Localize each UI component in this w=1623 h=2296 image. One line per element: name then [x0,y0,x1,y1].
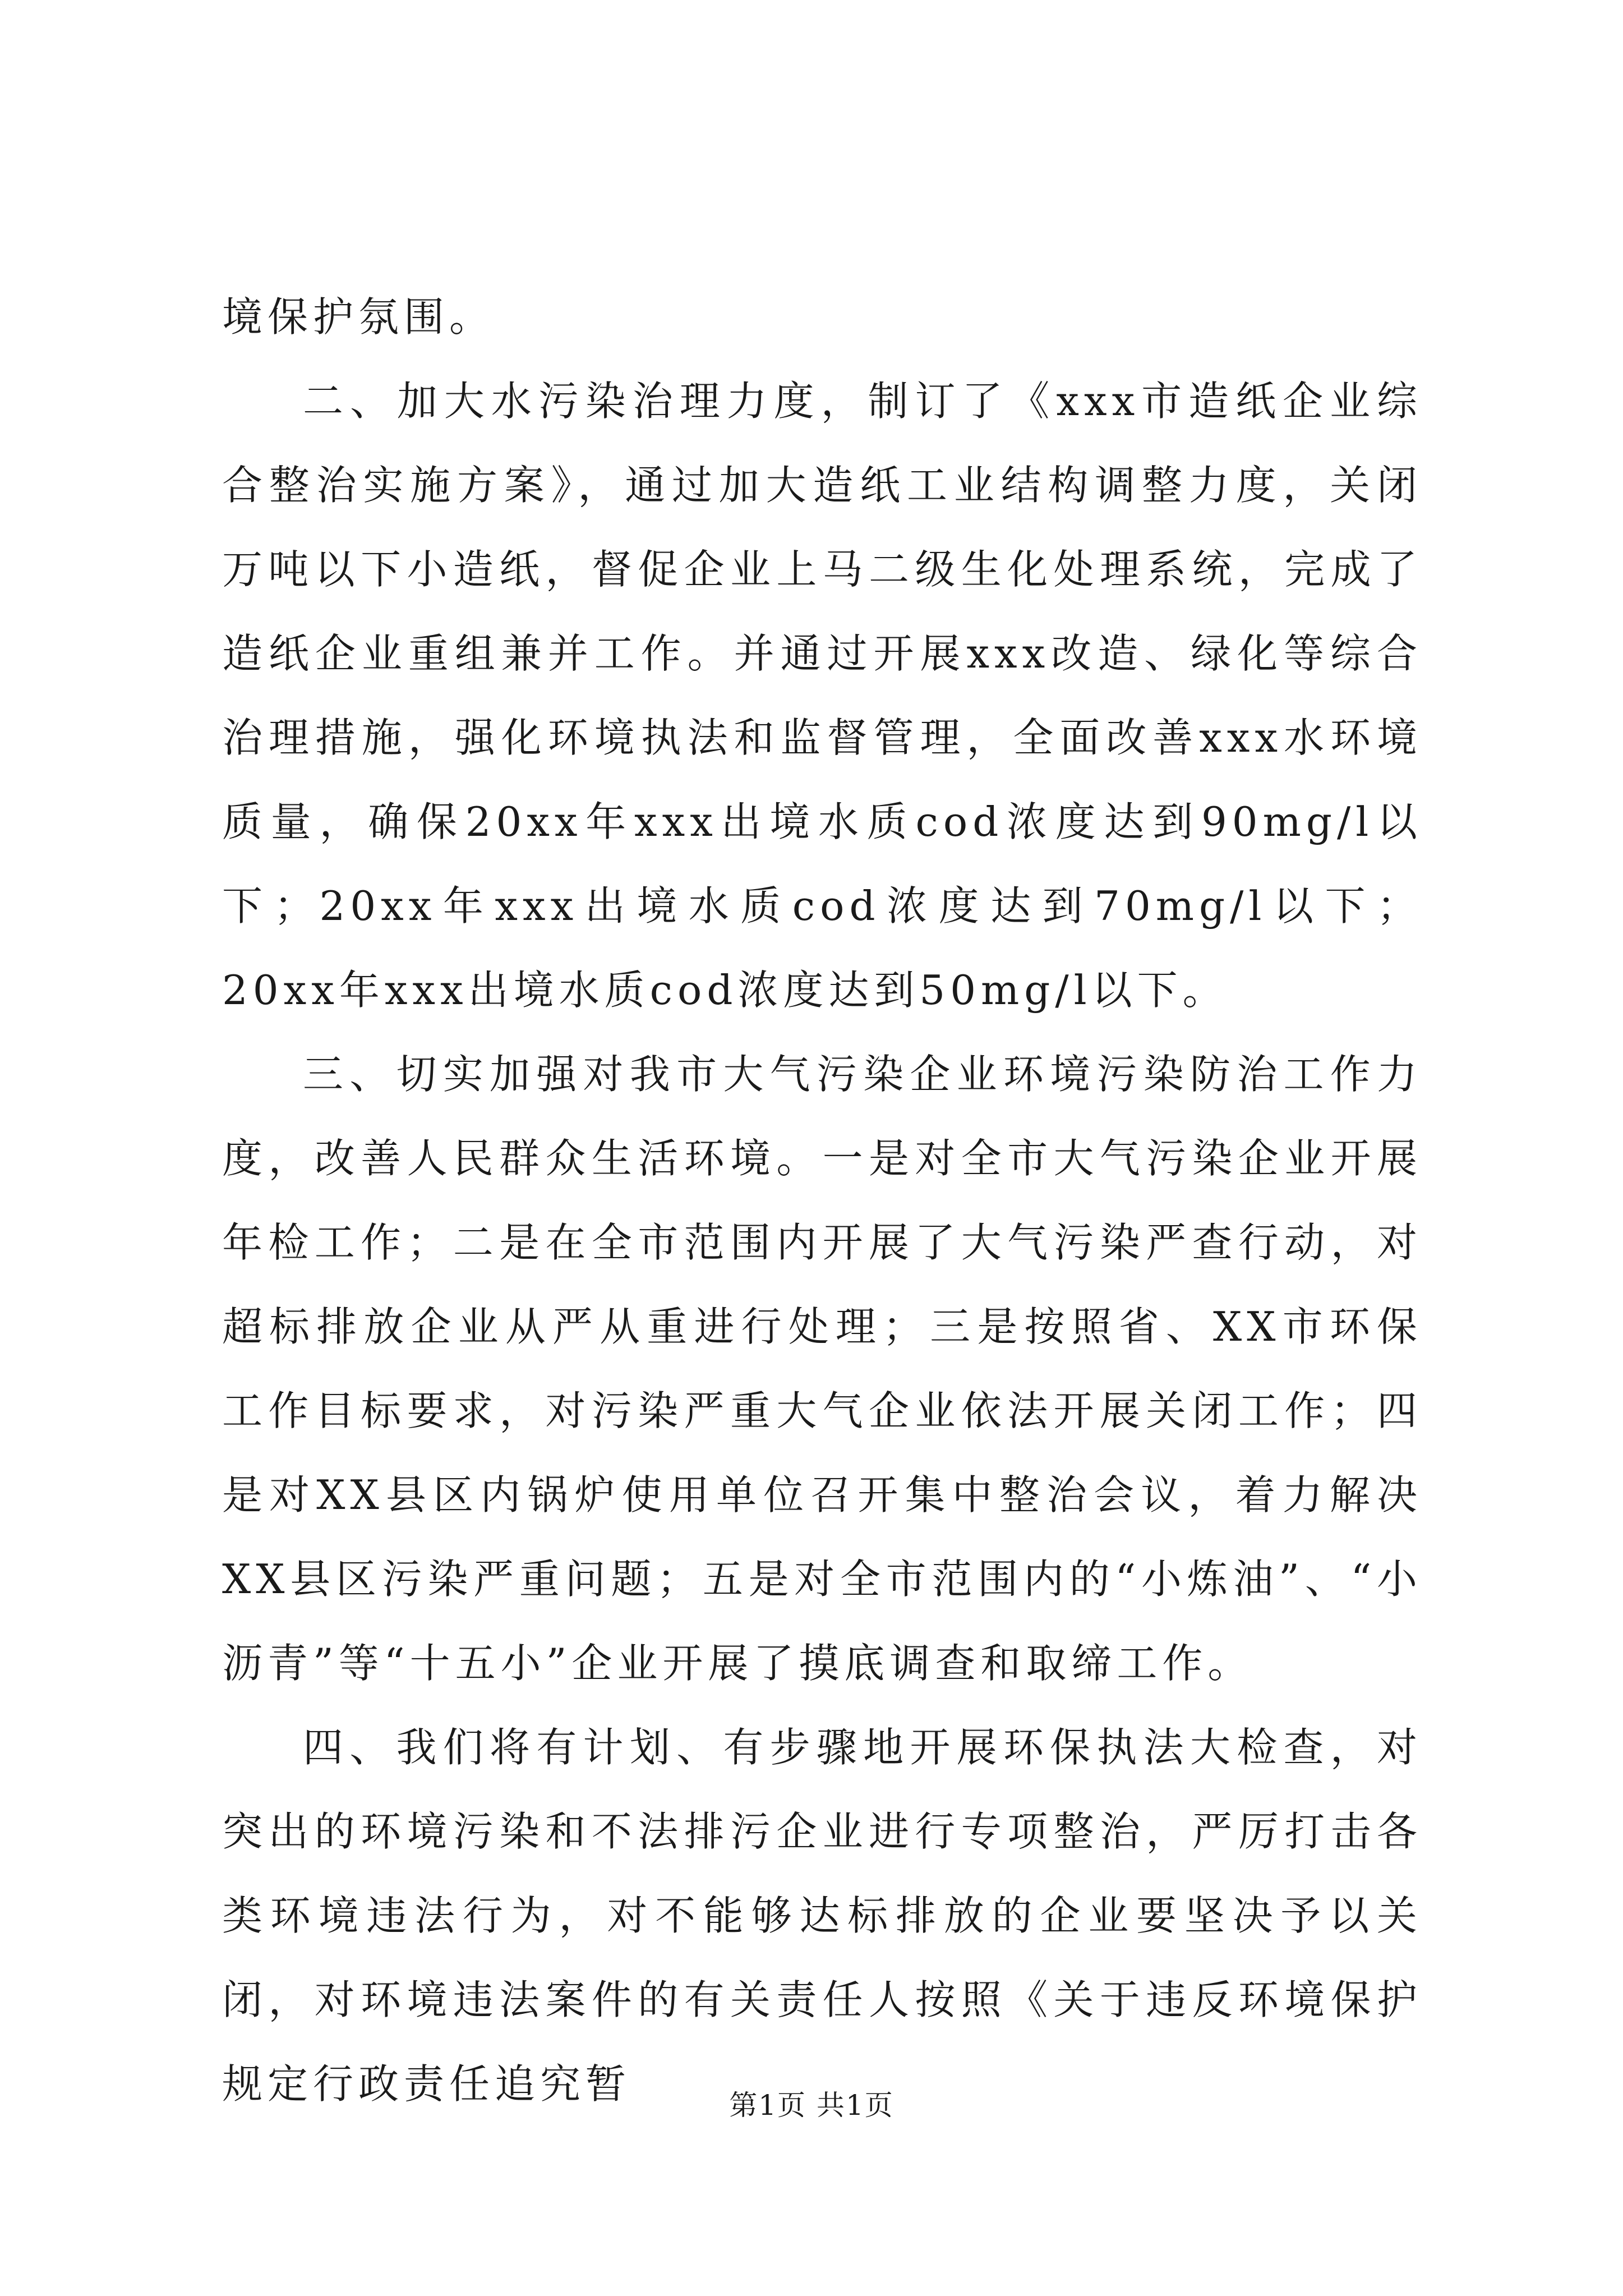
page-footer [0,2086,1623,2125]
paragraph-air-pollution: 三、切实加强对我市大气污染企业环境污染防治工作力度，改善人民群众生活环境。一是对全市大气污染企业开展年检工作；二是在全市范围内开展了大气污染严查行动，对超标排放企业从严从重进行处理；三是按照省、XX市环保工作目标要求，对污染严重大气企业依法开展关闭工作；四是对XX县区内锅炉使用单位召开集中整治会议，着力解决XX县区污染严重问题；五是对全市范围内的“小炼油”、“小沥青”等“十五小”企业开展了摸底调查和取缔工作。 [222,1051,1422,1687]
document-body [222,275,1422,2126]
paragraph-enforcement: 四、我们将有计划、有步骤地开展环保执法大检查，对突出的环境污染和不法排污企业进行专项整治，严厉打击各类环境违法行为，对不能够达标排放的企业要坚决予以关闭，对环境违法案件的有关责任人按照《关于违反环境保护规定行政责任追究暂 [222,1724,1422,2108]
paragraph-water-pollution: 二、加大水污染治理力度，制订了《xxx市造纸企业综合整治实施方案》，通过加大造纸工业结构调整力度，关闭万吨以下小造纸，督促企业上马二级生化处理系统，完成了造纸企业重组兼并工作。并通过开展xxx改造、绿化等综合治理措施，强化环境执法和监督管理，全面改善xxx水环境质量，确保20xx年xxx出境水质cod浓度达到90mg/l以下；20xx年xxx出境水质cod浓度达到70mg/l以下；20xx年xxx出境水质cod浓度达到50mg/l以下。 [222,378,1422,1014]
page-number-label: 第1页 共1页 [729,2089,894,2122]
paragraph-continuation: 境保护氛围。 [222,293,495,341]
